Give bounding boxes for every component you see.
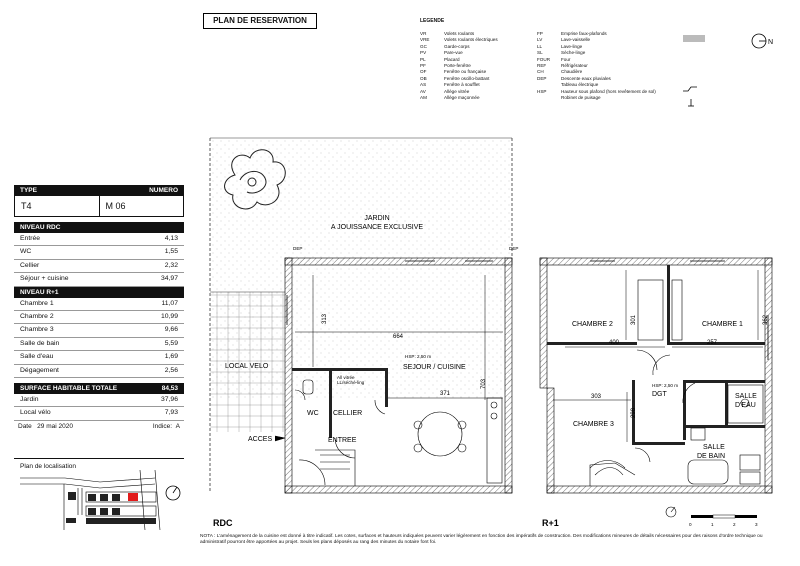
location-compass-icon (162, 482, 184, 504)
niveau-r1-header: NIVEAU R+1 (14, 287, 184, 298)
local-velo-label: LOCAL VELO (225, 363, 269, 370)
lot-values (14, 196, 184, 216)
legend-item: PL Placard (420, 56, 460, 62)
numero-value: M 06 (99, 196, 184, 216)
r1-level-label: R+1 (542, 518, 559, 528)
lot-marker (128, 493, 138, 501)
salle-bain-label: SALLE (703, 444, 725, 451)
surface-row: Cellier 2,32 (14, 260, 184, 273)
surface-row: Salle d'eau 1,69 (14, 351, 184, 364)
legend-item: SL Sèche-linge (537, 50, 586, 56)
legend-item: HSP Hauteur sous plafond (hors revêtement de sol) (537, 88, 656, 94)
sejour-label: SEJOUR / CUISINE (403, 364, 466, 371)
surface-row: WC 1,55 (14, 246, 184, 259)
dim-257: 257 (707, 340, 718, 346)
r1-walls (540, 258, 772, 493)
ll-label: LL/séché-ling (337, 380, 365, 385)
legend-item: AM Allège maçonnée (420, 95, 480, 101)
lot-table (14, 185, 184, 432)
date-row: Date 29 mai 2020 Indice: A (18, 422, 180, 430)
chambre2-label: CHAMBRE 2 (572, 321, 613, 328)
legend-item: DEP Descente eaux pluviales (537, 75, 611, 81)
legend-item: FOUR Four (537, 56, 571, 62)
legend-right (537, 31, 656, 101)
r1-rows (14, 298, 184, 378)
rdc-level-label: RDC (213, 518, 233, 528)
legend-left (420, 31, 498, 101)
scale-compass-icon (666, 507, 676, 517)
localisation-title: Plan de localisation (20, 463, 77, 470)
local-velo-area (210, 292, 285, 432)
type-value: T4 (21, 201, 32, 211)
legend-item: PF Porte-fenêtre (420, 63, 471, 69)
fp-swatch (683, 35, 705, 42)
dim-301: 301 (631, 314, 637, 325)
niveau-rdc-header: NIVEAU RDC (14, 222, 184, 233)
surface-row: Dégagement 2,56 (14, 365, 184, 378)
legend-item: Robinet de puisage (561, 95, 601, 101)
acces-label: ACCES (248, 436, 273, 443)
legend-item: AS Fenêtre à soufflet (420, 82, 480, 88)
r1-dimensions (553, 270, 763, 442)
garden-label-2: A JOUISSANCE EXCLUSIVE (330, 224, 424, 231)
surface-totale: SURFACE HABITABLE TOTALE 84,53 (14, 383, 184, 394)
robinet-icon (686, 98, 696, 108)
legend-item: AV Allège vitrée (420, 88, 470, 94)
wc-label: WC (307, 410, 319, 417)
acces-arrow-icon (275, 436, 285, 441)
compass-icon (748, 30, 778, 52)
surface-row: Chambre 1 11,07 (14, 298, 184, 311)
lot-header (14, 185, 184, 196)
legend-item: VRE Volets roulants électriques (420, 37, 498, 43)
scale-bar (689, 515, 758, 527)
dim-664: 664 (393, 334, 404, 340)
legend-item: OF Fenêtre ou française (420, 69, 487, 75)
dep-label: DEP (293, 246, 303, 251)
entree-label: ENTREE (328, 437, 357, 444)
surface-row: Jardin 37,96 (14, 394, 184, 407)
dim-313: 313 (322, 313, 328, 324)
legend-item: VR Volets roulants (420, 31, 475, 36)
scale-tick: 1 (711, 522, 714, 527)
numero-label: NUMERO (149, 187, 178, 194)
legend-title: LEGENDE (420, 18, 445, 24)
surface-row: Local vélo 7,93 (14, 407, 184, 420)
dep-label: DEP (509, 246, 519, 251)
compass-label: N (768, 39, 774, 46)
all-vitree-label: All vitrée (337, 375, 355, 380)
type-label: TYPE (20, 187, 37, 194)
dim-303: 303 (591, 394, 602, 400)
legend-item: PV Pare-vue (420, 50, 463, 56)
legend-item: CH Chaudière (537, 69, 583, 75)
rdc-hsp: HSP: 2,50 m (405, 354, 432, 359)
garden-label: JARDIN (364, 215, 390, 222)
dim-362: 362 (763, 314, 769, 325)
page-title: PLAN DE RESERVATION (203, 13, 317, 29)
dgt-label: DGT (652, 391, 667, 398)
legend-item: REF Réfrigérateur (537, 63, 588, 69)
cellier-label: CELLIER (333, 410, 363, 417)
rdc-rows (14, 233, 184, 287)
legend-item: Tableau électrique (561, 82, 599, 88)
legend-item: GC Garde-corps (420, 43, 470, 49)
legend-item: FP Emprise faux-plafonds (537, 31, 607, 36)
salle-eau-label-2: D'EAU (735, 402, 756, 409)
footnote: NOTA : L'aménagement de la cuisine est donné à titre indicatif. Les cotes, surfaces et hauteurs indiquées peuvent varier légèrement en fonction des impératifs de construction. Des modifications mineures de détails nécessaires pour des raisons d'ordre technique ou administratif pourront être apportées au projet. Seuls les plans déposés au rang des minutes du notaire font foi. (200, 534, 763, 545)
dim-371: 371 (440, 391, 451, 397)
floor-plans (195, 130, 795, 530)
r1-hsp: HSP: 2,50 m (652, 383, 679, 388)
legend-item: OB Fenêtre oscillo-battant (420, 75, 490, 81)
tableau-electrique-icon (682, 85, 698, 93)
dim-298: 298 (631, 407, 637, 418)
chambre3-label: CHAMBRE 3 (573, 421, 614, 428)
scale-tick: 2 (733, 522, 736, 527)
salle-eau-label: SALLE (735, 393, 757, 400)
r1-interior-walls (547, 265, 765, 445)
chambre1-label: CHAMBRE 1 (702, 321, 743, 328)
legend-item: LV Lave-vaisselle (537, 37, 591, 43)
surface-row: Chambre 2 10,99 (14, 311, 184, 324)
legend-item: LL Lave-linge (537, 43, 583, 49)
salle-bain-label-2: DE BAIN (697, 453, 726, 460)
extra-rows (14, 394, 184, 421)
scale-tick: 0 (689, 522, 692, 527)
dim-400: 400 (609, 340, 620, 346)
surface-row: Entrée 4,13 (14, 233, 184, 246)
surface-row: Séjour + cuisine 34,97 (14, 273, 184, 286)
surface-row: Chambre 3 9,66 (14, 324, 184, 337)
dim-703: 703 (481, 378, 487, 389)
surface-row: Salle de bain 5,59 (14, 338, 184, 351)
scale-tick: 3 (755, 522, 758, 527)
